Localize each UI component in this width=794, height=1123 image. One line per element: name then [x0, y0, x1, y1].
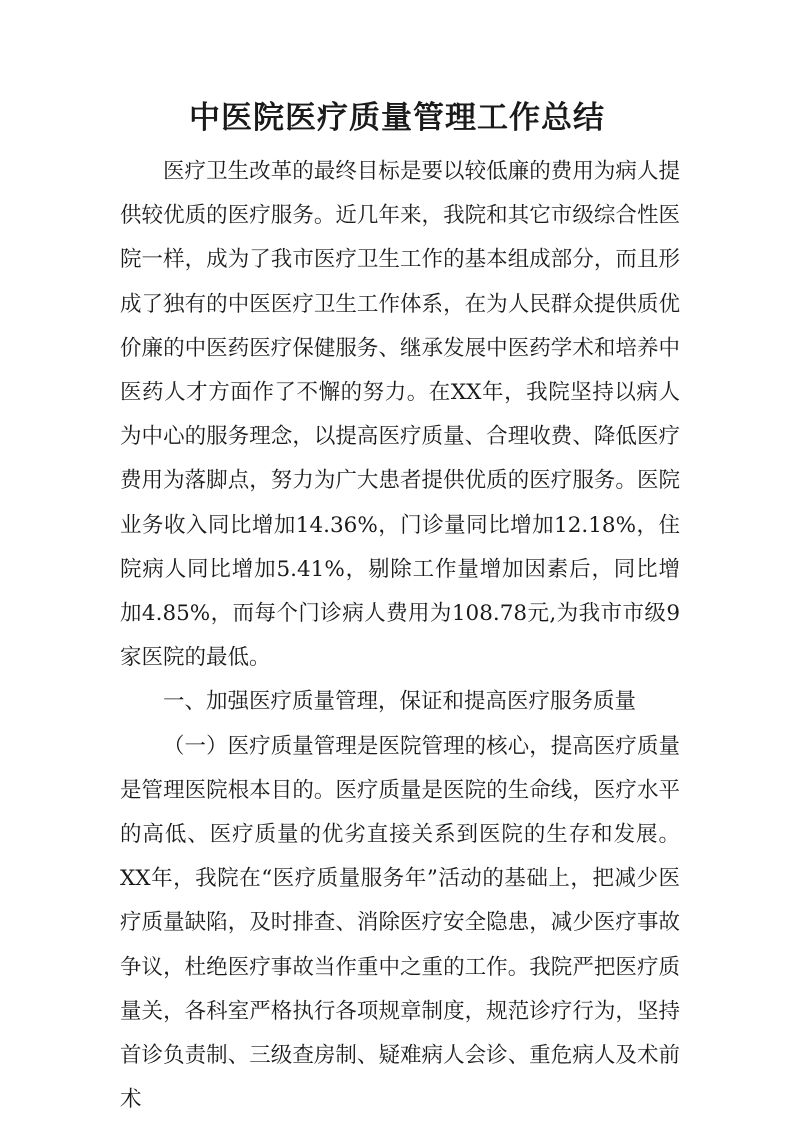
document-body [120, 150, 680, 1122]
document-title: 中医院医疗质量管理工作总结 [189, 100, 605, 136]
paragraph-quality-management: （一）医疗质量管理是医院管理的核心，提高医疗质量是管理医院根本目的。医疗质量是医院的生命线，医疗水平的高低、医疗质量的优劣直接关系到医院的生存和发展。XX年，我院在“医疗质量服务年”活动的基础上，把减少医疗质量缺陷，及时排查、消除医疗安全隐患，减少医疗事故争议，杜绝医疗事故当作重中之重的工作。我院严把医疗质量关，各科室严格执行各项规章制度，规范诊疗行为，坚持首诊负责制、三级查房制、疑难病人会诊、重危病人及术前术 [120, 733, 680, 1113]
section-heading: 一、加强医疗质量管理，保证和提高医疗服务质量 [163, 689, 637, 715]
paragraph-intro: 医疗卫生改革的最终目标是要以较低廉的费用为病人提供较优质的医疗服务。近几年来，我院和其它市级综合性医院一样，成为了我市医疗卫生工作的基本组成部分，而且形成了独有的中医医疗卫生工作体系，在为人民群众提供质优价廉的中医药医疗保健服务、继承发展中医药学术和培养中医药人才方面作了不懈的努力。在XX年，我院坚持以病人为中心的服务理念，以提高医疗质量、合理收费、降低医疗费用为落脚点，努力为广大患者提供优质的医疗服务。医院业务收入同比增加14.36%，门诊量同比增加12.18%，住院病人同比增加5.41%，剔除工作量增加因素后，同比增加4.85%，而每个门诊病人费用为108.78元,为我市市级9家医院的最低。 [120, 159, 680, 671]
